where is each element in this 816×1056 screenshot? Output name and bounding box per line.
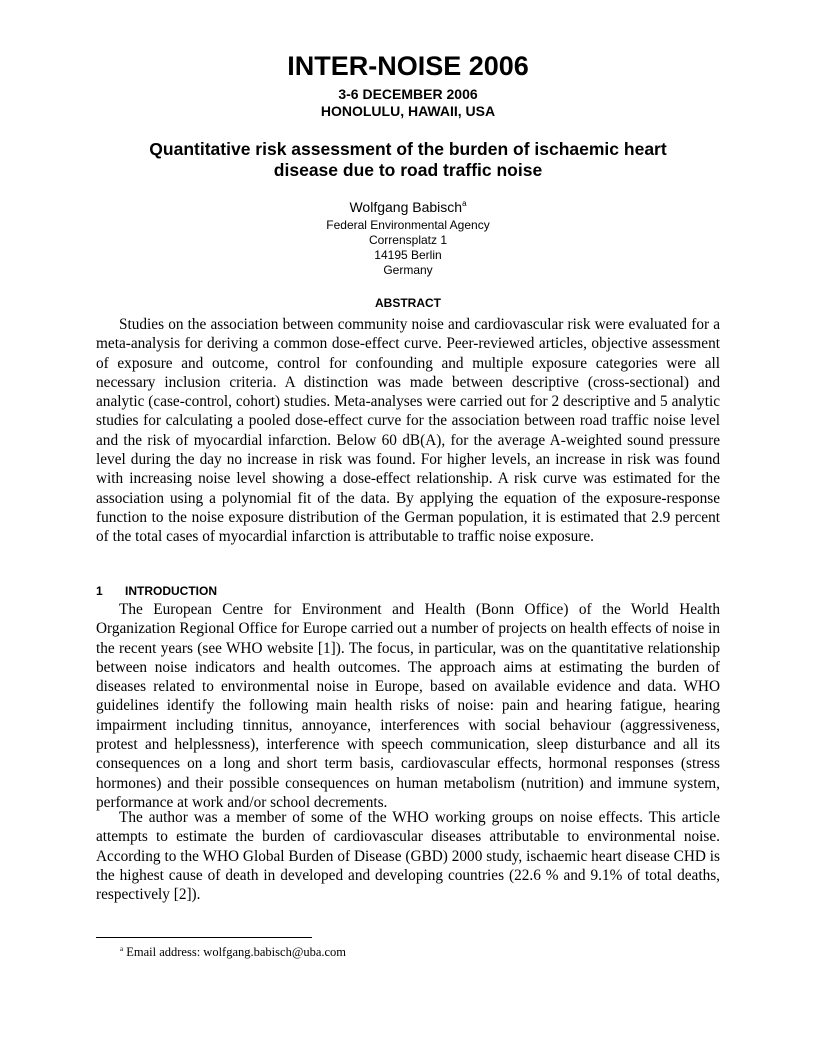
- affiliation-line: 14195 Berlin: [374, 248, 442, 262]
- paper-title-line-1: Quantitative risk assessment of the burden of ischaemic heart: [149, 139, 667, 159]
- author: [0, 198, 816, 216]
- author-name: Wolfgang Babisch: [349, 199, 463, 215]
- abstract-heading: ABSTRACT: [375, 296, 441, 310]
- affiliation-line: Corrensplatz 1: [368, 233, 448, 247]
- conference-location: HONOLULU, HAWAII, USA: [320, 103, 496, 119]
- section-number: 1: [96, 584, 103, 598]
- footnote: [120, 945, 346, 960]
- introduction-paragraph-2: The author was a member of some of the WHO working groups on noise effects. This article attempts to estimate the burden of cardiovascular diseases attributable to environmental noise. According to the WHO Global Burden of Disease (GBD) 2000 study, ischaemic heart disease CHD is the highest cause of death in developed and developing countries (22.6 % and 9.1% of total deaths, respectively [2]).: [96, 809, 720, 904]
- section-title: INTRODUCTION: [125, 584, 217, 598]
- conference-dates: 3-6 DECEMBER 2006: [338, 86, 478, 102]
- introduction-paragraph-1: The European Centre for Environment and Health (Bonn Office) of the World Health Organization Regional Office for Europe carried out a number of projects on health effects of noise in the recent years (see WHO website [1]). The focus, in particular, was on the quantitative relationship between noise indicators and health outcomes. The approach aims at estimating the burden of diseases related to environmental noise in Europe, based on available evidence and data. WHO guidelines identify the following main health risks of noise: pain and hearing fatigue, hearing impairment including tinnitus, annoyance, interferences with social behaviour (aggressiveness, protest and helplessness), interference with speech communication, sleep disturbance and all its consequences on a long and short term basis, cardiovascular effects, hormonal responses (stress hormones) and their possible consequences on human metabolism (nutrition) and immune system, performance at work and/or school decrements.: [96, 601, 720, 811]
- section-heading-introduction: [96, 584, 217, 599]
- footnote-marker: a: [120, 945, 124, 953]
- affiliation-line: Federal Environmental Agency: [326, 218, 490, 232]
- footnote-text: Email address: wolfgang.babisch@uba.com: [126, 945, 347, 959]
- author-footnote-marker: a: [462, 199, 467, 208]
- paper-title-line-2: disease due to road traffic noise: [273, 160, 543, 180]
- paper-title: [100, 139, 716, 181]
- conference-title: INTER-NOISE 2006: [287, 51, 529, 81]
- footnote-divider: [96, 937, 312, 938]
- abstract-text: Studies on the association between community noise and cardiovascular risk were evaluated for a meta-analysis for deriving a common dose-effect curve. Peer-reviewed articles, objective assessment of exposure and outcome, control for confounding and multiple exposure categories were all necessary inclusion criteria. A distinction was made between descriptive (cross-sectional) and analytic (case-control, cohort) studies. Meta-analyses were carried out for 2 descriptive and 5 analytic studies for calculating a pooled dose-effect curve for the association between road traffic noise level and the risk of myocardial infarction. Below 60 dB(A), for the average A-weighted sound pressure level during the day no increase in risk was found. For higher levels, an increase in risk was found with increasing noise level showing a dose-effect relationship. A risk curve was estimated for the association using a polynomial fit of the data. By applying the equation of the exposure-response function to the noise exposure distribution of the German population, it is estimated that 2.9 percent of the total cases of myocardial infarction is attributable to traffic noise exposure.: [96, 316, 720, 546]
- affiliation-line: Germany: [383, 263, 433, 277]
